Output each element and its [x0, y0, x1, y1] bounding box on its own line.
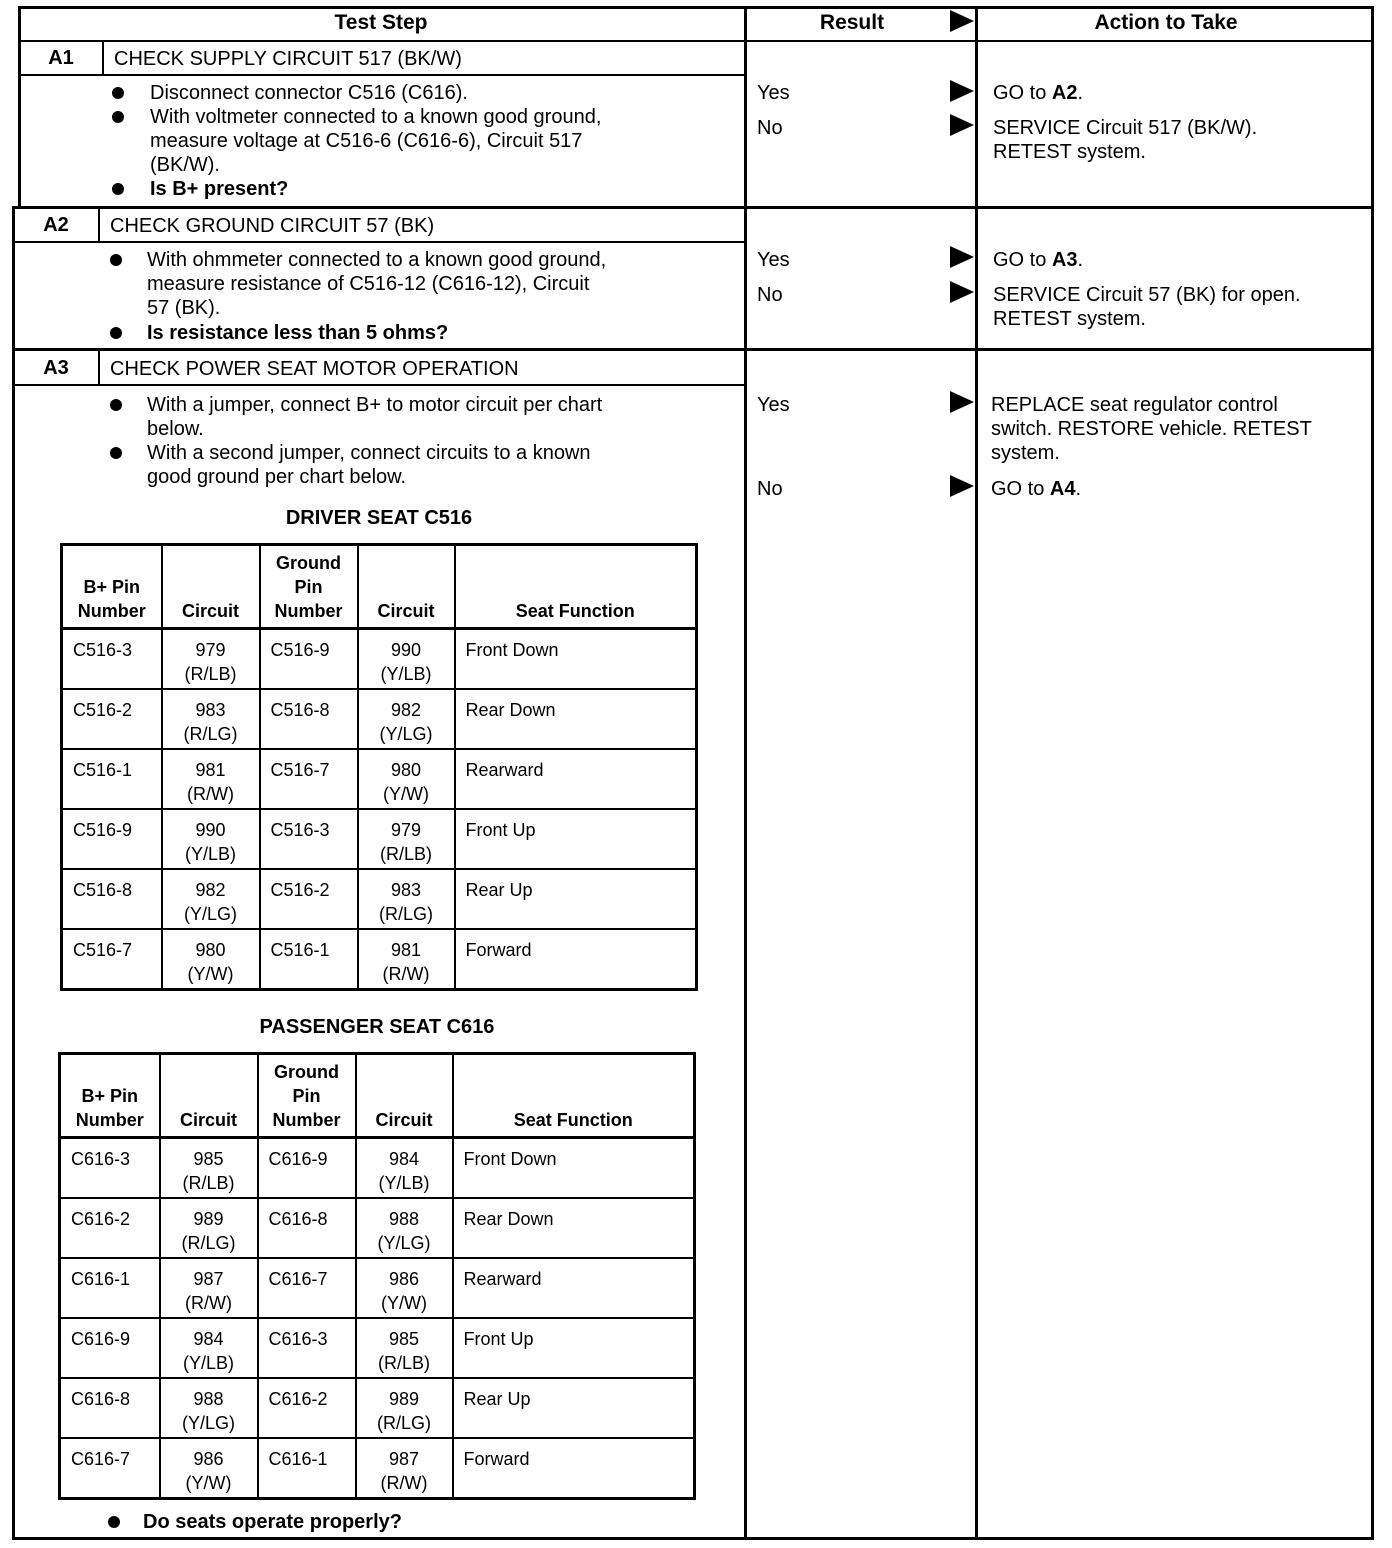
action-yes-cont: switch. RESTORE vehicle. RETEST	[991, 418, 1312, 440]
seat-function-cell: Rear Down	[453, 1198, 695, 1258]
bplus-pin-cell: C616-9	[60, 1318, 160, 1378]
ground-pin-cell: C516-2	[260, 869, 358, 929]
driver-seat-table	[60, 543, 698, 991]
bplus-pin-cell: C516-9	[62, 809, 162, 869]
result-yes: Yes	[757, 82, 790, 104]
step-question: Is resistance less than 5 ohms?	[147, 322, 449, 344]
table-row	[60, 1438, 695, 1499]
step-title: CHECK SUPPLY CIRCUIT 517 (BK/W)	[114, 48, 462, 70]
ground-pin-cell: C616-1	[258, 1438, 356, 1499]
result-yes: Yes	[757, 249, 790, 271]
bullet-icon	[110, 327, 122, 339]
bullet-icon	[108, 1516, 120, 1528]
bplus-pin-cell: C516-8	[62, 869, 162, 929]
table-row	[62, 629, 697, 690]
seat-function-cell: Front Up	[453, 1318, 695, 1378]
result-no: No	[757, 478, 783, 500]
circuit-cell: 984 (Y/LB)	[160, 1318, 258, 1378]
action-yes: REPLACE seat regulator control	[991, 394, 1278, 416]
header-arrow-icon	[950, 10, 974, 32]
seat-function-cell: Front Up	[455, 809, 697, 869]
ground-pin-cell: C616-3	[258, 1318, 356, 1378]
bullet-icon	[112, 87, 124, 99]
circuit-cell: 983 (R/LG)	[358, 869, 455, 929]
table-row	[60, 1378, 695, 1438]
circuit-cell: 986 (Y/W)	[160, 1438, 258, 1499]
bplus-pin-cell: C516-7	[62, 929, 162, 990]
col-ground-pin: Ground Pin Number	[258, 1054, 356, 1138]
step-bullet-cont: 57 (BK).	[147, 297, 221, 319]
header-result: Result	[819, 11, 885, 34]
ground-pin-cell: C516-9	[260, 629, 358, 690]
bplus-pin-cell: C616-1	[60, 1258, 160, 1318]
bplus-pin-cell: C516-1	[62, 749, 162, 809]
result-no: No	[757, 284, 783, 306]
step-bullet-cont: measure voltage at C516-6 (C616-6), Circuit 517	[150, 130, 583, 152]
step-question: Is B+ present?	[150, 178, 289, 200]
step-bullet: Disconnect connector C516 (C616).	[150, 82, 468, 104]
circuit-cell: 981 (R/W)	[358, 929, 455, 990]
bplus-pin-cell: C516-2	[62, 689, 162, 749]
step-id: A1	[48, 47, 74, 69]
seat-function-cell: Rear Down	[455, 689, 697, 749]
col-ground-pin: Ground Pin Number	[260, 545, 358, 629]
step-bullet: With ohmmeter connected to a known good ground,	[147, 249, 607, 271]
step-title: CHECK GROUND CIRCUIT 57 (BK)	[110, 215, 435, 237]
arrow-icon	[950, 391, 974, 413]
col-bplus-pin: B+ Pin Number	[62, 545, 162, 629]
ground-pin-cell: C516-3	[260, 809, 358, 869]
action-yes: GO to A3.	[993, 249, 1084, 271]
table-row	[60, 1318, 695, 1378]
circuit-cell: 987 (R/W)	[356, 1438, 453, 1499]
step-id: A2	[43, 214, 69, 236]
ground-pin-cell: C616-8	[258, 1198, 356, 1258]
seat-function-cell: Rear Up	[453, 1378, 695, 1438]
action-no: SERVICE Circuit 517 (BK/W).	[993, 117, 1258, 139]
passenger-table-title: PASSENGER SEAT C616	[259, 1016, 495, 1038]
bplus-pin-cell: C616-2	[60, 1198, 160, 1258]
step-bullet: With a second jumper, connect circuits to a known	[147, 442, 591, 464]
ground-pin-cell: C616-7	[258, 1258, 356, 1318]
seat-function-cell: Rearward	[455, 749, 697, 809]
table-row	[60, 1138, 695, 1199]
ground-pin-cell: C516-1	[260, 929, 358, 990]
circuit-cell: 989 (R/LG)	[160, 1198, 258, 1258]
step-bullet: With voltmeter connected to a known good ground,	[150, 106, 602, 128]
action-yes: GO to A2.	[993, 82, 1084, 104]
circuit-cell: 990 (Y/LB)	[162, 809, 260, 869]
action-no: SERVICE Circuit 57 (BK) for open.	[993, 284, 1301, 306]
bullet-icon	[112, 183, 124, 195]
circuit-cell: 986 (Y/W)	[356, 1258, 453, 1318]
step-bullet: With a jumper, connect B+ to motor circuit per chart	[147, 394, 603, 416]
col-seat-function: Seat Function	[455, 545, 697, 629]
circuit-cell: 979 (R/LB)	[162, 629, 260, 690]
seat-function-cell: Front Down	[453, 1138, 695, 1199]
bplus-pin-cell: C616-8	[60, 1378, 160, 1438]
seat-function-cell: Rearward	[453, 1258, 695, 1318]
action-no-cont: RETEST system.	[993, 141, 1146, 163]
col-seat-function: Seat Function	[453, 1054, 695, 1138]
ground-pin-cell: C616-2	[258, 1378, 356, 1438]
circuit-cell: 980 (Y/W)	[162, 929, 260, 990]
result-yes: Yes	[757, 394, 790, 416]
circuit-cell: 988 (Y/LG)	[160, 1378, 258, 1438]
arrow-icon	[950, 475, 974, 497]
circuit-cell: 981 (R/W)	[162, 749, 260, 809]
table-row	[62, 689, 697, 749]
action-no: GO to A4.	[991, 478, 1082, 500]
circuit-cell: 985 (R/LB)	[356, 1318, 453, 1378]
bullet-icon	[110, 447, 122, 459]
circuit-cell: 985 (R/LB)	[160, 1138, 258, 1199]
action-no-cont: RETEST system.	[993, 308, 1146, 330]
bplus-pin-cell: C616-3	[60, 1138, 160, 1199]
step-title: CHECK POWER SEAT MOTOR OPERATION	[110, 358, 519, 380]
bullet-icon	[112, 111, 124, 123]
bullet-icon	[110, 254, 122, 266]
bplus-pin-cell: C516-3	[62, 629, 162, 690]
seat-function-cell: Front Down	[455, 629, 697, 690]
circuit-cell: 982 (Y/LG)	[358, 689, 455, 749]
table-row	[60, 1258, 695, 1318]
col-circuit: Circuit	[358, 545, 455, 629]
arrow-icon	[950, 114, 974, 136]
ground-pin-cell: C516-8	[260, 689, 358, 749]
action-yes-cont: system.	[991, 442, 1060, 464]
circuit-cell: 987 (R/W)	[160, 1258, 258, 1318]
col-circuit: Circuit	[356, 1054, 453, 1138]
arrow-icon	[950, 246, 974, 268]
col-bplus-pin: B+ Pin Number	[60, 1054, 160, 1138]
seat-function-cell: Forward	[455, 929, 697, 990]
step-bullet-cont: below.	[147, 418, 204, 440]
circuit-cell: 990 (Y/LB)	[358, 629, 455, 690]
seat-function-cell: Rear Up	[455, 869, 697, 929]
arrow-icon	[950, 281, 974, 303]
step-id: A3	[43, 357, 69, 379]
circuit-cell: 989 (R/LG)	[356, 1378, 453, 1438]
result-no: No	[757, 117, 783, 139]
circuit-cell: 979 (R/LB)	[358, 809, 455, 869]
header-action: Action to Take	[1094, 11, 1238, 34]
table-row	[62, 869, 697, 929]
passenger-seat-table	[58, 1052, 696, 1500]
col-circuit: Circuit	[160, 1054, 258, 1138]
circuit-cell: 980 (Y/W)	[358, 749, 455, 809]
step-bullet-cont: measure resistance of C516-12 (C616-12), Circuit	[147, 273, 590, 295]
seat-function-cell: Forward	[453, 1438, 695, 1499]
table-row	[62, 749, 697, 809]
circuit-cell: 988 (Y/LG)	[356, 1198, 453, 1258]
driver-table-title: DRIVER SEAT C516	[285, 507, 473, 529]
bullet-icon	[110, 399, 122, 411]
circuit-cell: 984 (Y/LB)	[356, 1138, 453, 1199]
header-test-step: Test Step	[334, 11, 428, 34]
col-circuit: Circuit	[162, 545, 260, 629]
circuit-cell: 982 (Y/LG)	[162, 869, 260, 929]
table-row	[62, 809, 697, 869]
table-row	[60, 1198, 695, 1258]
table-row	[62, 929, 697, 990]
step-question: Do seats operate properly?	[143, 1511, 402, 1533]
circuit-cell: 983 (R/LG)	[162, 689, 260, 749]
bplus-pin-cell: C616-7	[60, 1438, 160, 1499]
step-bullet-cont: good ground per chart below.	[147, 466, 407, 488]
ground-pin-cell: C616-9	[258, 1138, 356, 1199]
arrow-icon	[950, 80, 974, 102]
ground-pin-cell: C516-7	[260, 749, 358, 809]
step-bullet-cont: (BK/W).	[150, 154, 220, 176]
